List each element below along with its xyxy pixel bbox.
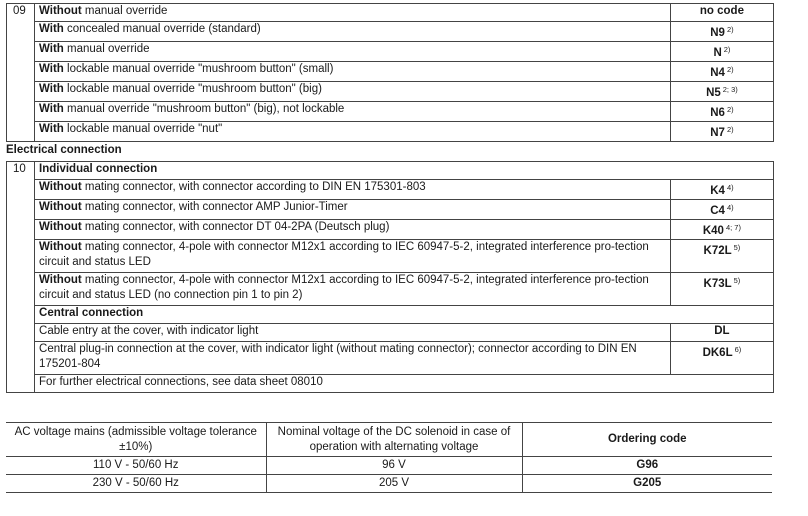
table-row [7, 82, 774, 102]
header-ac-voltage: AC voltage mains (admissible voltage tolerance ±10%) [6, 423, 266, 457]
ordering-code: N9 $^{2)}$ [670, 22, 773, 42]
option-description: With lockable manual override "mushroom button" (big) [35, 82, 671, 102]
dc-voltage-cell: 96 V [266, 457, 522, 475]
electrical-connection-table [6, 161, 774, 393]
further-connections-note: For further electrical connections, see data sheet 08010 [35, 375, 774, 393]
footnote-ref: 2) [726, 65, 734, 74]
voltage-table [6, 422, 772, 493]
option-description: Without mating connector, with connector according to DIN EN 175301-803 [35, 180, 671, 200]
table-row [7, 375, 774, 393]
footnote-ref: 2; 3) [722, 85, 738, 94]
ordering-code: DL [670, 324, 773, 342]
table-row [7, 180, 774, 200]
table-row [7, 102, 774, 122]
ordering-code-cell: G205 [522, 475, 772, 493]
option-number: 10 [7, 162, 35, 393]
ordering-code: K4 $^{4)}$ [670, 180, 773, 200]
ordering-code: DK6L $^{6)}$ [670, 342, 773, 375]
ordering-code: K73L $^{5)}$ [670, 273, 773, 306]
ac-voltage-cell: 110 V - 50/60 Hz [6, 457, 266, 475]
footnote-ref: 4) [726, 203, 734, 212]
option-description: Without mating connector, with connector AMP Junior-Timer [35, 200, 671, 220]
option-description: With manual override [35, 42, 671, 62]
ac-voltage-cell: 230 V - 50/60 Hz [6, 475, 266, 493]
section-title: Electrical connection [6, 144, 122, 156]
manual-override-table [6, 3, 774, 142]
table-row [7, 324, 774, 342]
dc-voltage-cell: 205 V [266, 475, 522, 493]
ordering-code: N7 $^{2)}$ [670, 122, 773, 142]
footnote-ref: 5) [733, 276, 741, 285]
footnote-ref: 6) [734, 345, 742, 354]
footnote-ref: 4; 7) [725, 223, 741, 232]
ordering-code: N $^{2)}$ [670, 42, 773, 62]
table-row [7, 162, 774, 180]
ordering-code-cell: G96 [522, 457, 772, 475]
footnote-ref: 4) [726, 183, 734, 192]
table-row [7, 122, 774, 142]
ordering-code: K72L $^{5)}$ [670, 240, 773, 273]
option-description: With lockable manual override "nut" [35, 122, 671, 142]
table-row [7, 4, 774, 22]
option-description: With lockable manual override "mushroom button" (small) [35, 62, 671, 82]
table-row [7, 42, 774, 62]
header-dc-voltage: Nominal voltage of the DC solenoid in case of operation with alternating voltage [266, 423, 522, 457]
table-row [7, 273, 774, 306]
table-row [6, 457, 772, 475]
header-ordering-code: Ordering code [522, 423, 772, 457]
footnote-ref: 2) [726, 105, 734, 114]
subsection-heading: Central connection [35, 306, 774, 324]
table-row [6, 475, 772, 493]
ordering-code: N4 $^{2)}$ [670, 62, 773, 82]
option-description: Cable entry at the cover, with indicator light [35, 324, 671, 342]
ordering-code: C4 $^{4)}$ [670, 200, 773, 220]
option-description: With manual override "mushroom button" (big), not lockable [35, 102, 671, 122]
footnote-ref: 2) [726, 25, 734, 34]
option-description: Without mating connector, 4-pole with connector M12x1 according to IEC 60947-5-2, integrated interference pro-tection circuit and status LED (no connection pin 1 to pin 2) [35, 273, 671, 306]
table-row [7, 62, 774, 82]
option-description: Without mating connector, 4-pole with connector M12x1 according to IEC 60947-5-2, integrated interference pro-tection circuit and status LED [35, 240, 671, 273]
table-row [7, 220, 774, 240]
ordering-code: N6 $^{2)}$ [670, 102, 773, 122]
table-row [7, 200, 774, 220]
table-header-row [6, 423, 772, 457]
option-description: Without manual override [35, 4, 671, 22]
footnote-ref: 5) [733, 243, 741, 252]
table-row [7, 240, 774, 273]
ordering-code: N5 $^{2; 3)}$ [670, 82, 773, 102]
option-description: With concealed manual override (standard) [35, 22, 671, 42]
ordering-code: K40 $^{4; 7)}$ [670, 220, 773, 240]
table-row [7, 342, 774, 375]
table-row [7, 306, 774, 324]
option-description: Without mating connector, with connector DT 04-2PA (Deutsch plug) [35, 220, 671, 240]
table-row [7, 22, 774, 42]
footnote-ref: 2) [723, 45, 731, 54]
option-description: Central plug-in connection at the cover, with indicator light (without mating connector); connector according to DIN EN 175201-804 [35, 342, 671, 375]
footnote-ref: 2) [726, 125, 734, 134]
option-number: 09 [7, 4, 35, 142]
subsection-heading: Individual connection [35, 162, 774, 180]
ordering-code: no code [670, 4, 773, 22]
